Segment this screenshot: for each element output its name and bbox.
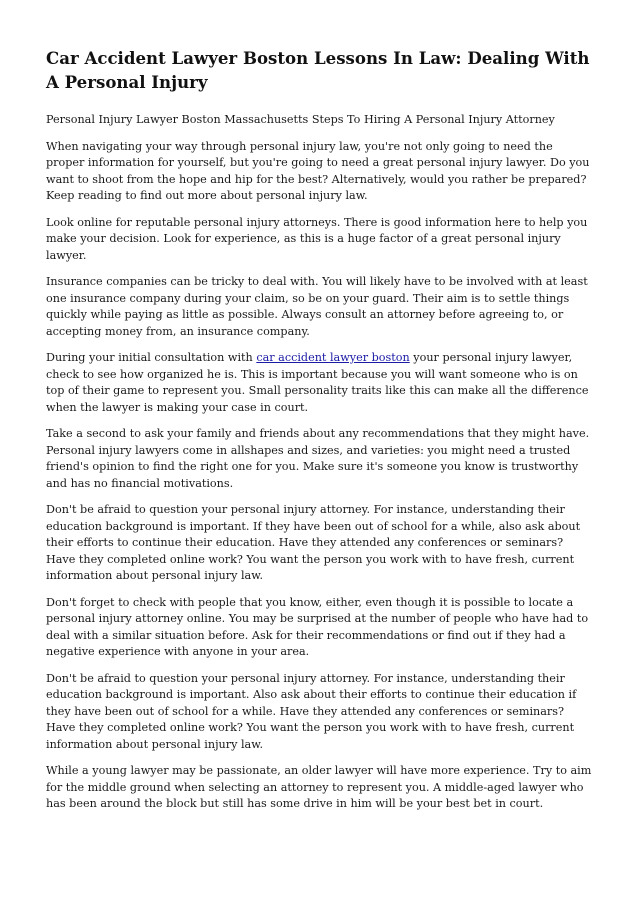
- document-title: Car Accident Lawyer Boston Lessons In Law: Dealing With A Personal Injury: [46, 48, 590, 92]
- paragraph: Look online for reputable personal injury attorneys. There is good information here to help you make your decision. Look for experience, as this is a huge factor of a great personal injury lawyer.: [46, 215, 588, 262]
- paragraph-text-before-link: During your initial consultation with: [46, 351, 257, 364]
- paragraph: Insurance companies can be tricky to deal with. You will likely have to be involved with at least one insurance company during your claim, so be on your guard. Their aim is to settle things quickly while paying as little as possible. Always consult an attorney before agreeing to, or accepting money from, an insurance company.: [46, 275, 588, 338]
- paragraph-with-link: [46, 350, 592, 416]
- paragraph: Don't forget to check with people that you know, either, even though it is possible to locate a personal injury attorney online. You may be surprised at the number of people who have had to deal with a similar situation before. Ask for their recommendations or find out if they had a negative experience with anyone in your area.: [46, 595, 589, 658]
- document-subtitle: Personal Injury Lawyer Boston Massachusetts Steps To Hiring A Personal Injury Attorney: [46, 113, 555, 126]
- car-accident-lawyer-link[interactable]: car accident lawyer boston: [256, 351, 410, 364]
- paragraph: Take a second to ask your family and friends about any recommendations that they might have. Personal injury lawyers come in allshapes and sizes, and varieties: you might need a trusted friend's opinion to find the right one for you. Make sure it's someone you know is trustworthy and has no financial motivations.: [46, 427, 590, 490]
- paragraph: Don't be afraid to question your personal injury attorney. For instance, understanding their education background is important. Also ask about their efforts to continue their education if they have been out of school for a while. Have they attended any conferences or seminars? Have they completed online work? You want the person you work with to have fresh, current information about personal injury law.: [46, 671, 577, 751]
- document-page: [46, 46, 592, 823]
- paragraph: Don't be afraid to question your personal injury attorney. For instance, understanding their education background is important. If they have been out of school for a while, also ask about their efforts to continue their education. Have they attended any conferences or seminars? Have they completed online work? You want the person you work with to have fresh, current information about personal injury law.: [46, 503, 581, 582]
- paragraph-text-after-link: your personal injury lawyer, check to see how organized he is. This is important because you will want someone who is on top of their game to represent you. Small personality traits like this can make all the difference when the lawyer is making your case in court.: [46, 351, 589, 414]
- paragraph: While a young lawyer may be passionate, an older lawyer will have more experience. Try to aim for the middle ground when selecting an attorney to represent you. A middle-aged lawyer who has been around the block but still has some drive in him will be your best bet in court.: [46, 764, 592, 810]
- paragraph: When navigating your way through personal injury law, you're not only going to need the proper information for yourself, but you're going to need a great personal injury lawyer. Do you want to shoot from the hope and hip for the best? Alternatively, would you rather be prepared? Keep reading to find out more about personal injury law.: [46, 139, 590, 202]
